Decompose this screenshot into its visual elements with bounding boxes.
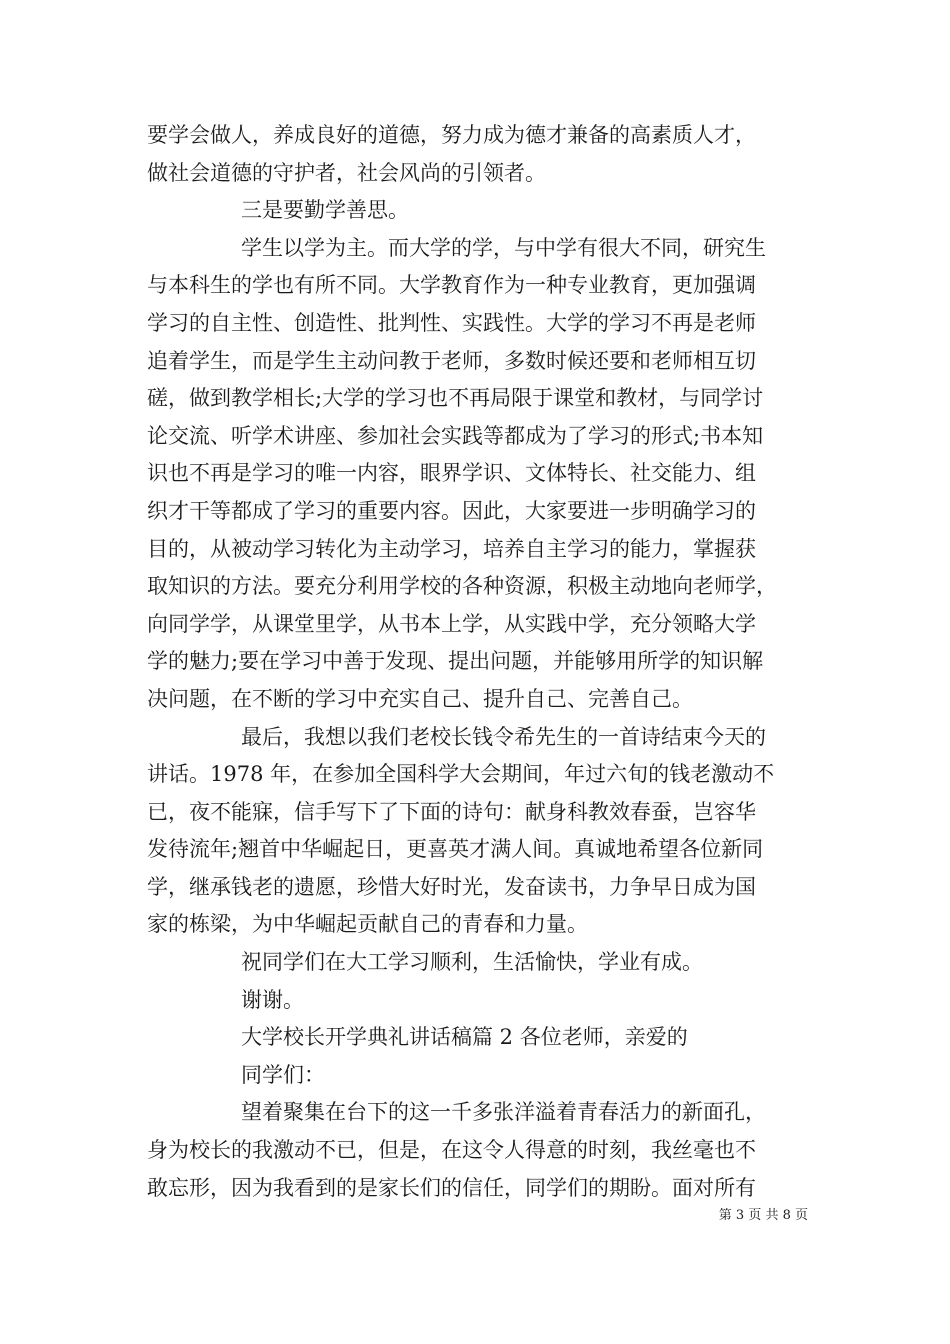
- text-line: 织才干等都成了学习的重要内容。因此，大家要进一步明确学习的: [147, 498, 756, 523]
- text-line: 识也不再是学习的唯一内容，眼界学识、文体特长、社交能力、组: [147, 461, 756, 486]
- text-line: 发待流年;翘首中华崛起日，更喜英才满人间。真诚地希望各位新同: [147, 837, 764, 862]
- text-line: 讲话。1978 年，在参加全国科学大会期间，年过六旬的钱老激动不: [147, 762, 775, 787]
- text-line: 已，夜不能寐，信手写下了下面的诗句：献身科教效春蚕，岂容华: [147, 799, 756, 824]
- text-line: 敢忘形，因为我看到的是家长们的信任，同学们的期盼。面对所有: [147, 1175, 756, 1200]
- text-line: 家的栋梁，为中华崛起贡献自己的青春和力量。: [147, 912, 588, 937]
- paragraph-start-line: 谢谢。: [241, 987, 304, 1012]
- text-line: 追着学生，而是学生主动问教于老师，多数时候还要和老师相互切: [147, 348, 756, 373]
- paragraph-start-line: 最后，我想以我们老校长钱令希先生的一首诗结束今天的: [241, 724, 766, 749]
- text-line: 学的魅力;要在学习中善于发现、提出问题，并能够用所学的知识解: [147, 649, 764, 674]
- text-line: 做社会道德的守护者，社会风尚的引领者。: [147, 160, 546, 185]
- text-line: 学，继承钱老的遗愿，珍惜大好时光，发奋读书，力争早日成为国: [147, 874, 756, 899]
- page-number: 第 3 页 共 8 页: [718, 1208, 808, 1223]
- paragraph-start-line: 三是要勤学善思。: [241, 198, 409, 223]
- text-line: 决问题，在不断的学习中充实自己、提升自己、完善自己。: [147, 686, 693, 711]
- paragraph-start-line: 大学校长开学典礼讲话稿篇 2 各位老师，亲爱的: [241, 1025, 688, 1050]
- text-line: 与本科生的学也有所不同。大学教育作为一种专业教育，更加强调: [147, 273, 756, 298]
- text-line: 目的，从被动学习转化为主动学习，培养自主学习的能力，掌握获: [147, 536, 756, 561]
- paragraph-start-line: 祝同学们在大工学习顺利，生活愉快，学业有成。: [241, 950, 703, 975]
- text-line: 要学会做人，养成良好的道德，努力成为德才兼备的高素质人才，: [147, 123, 756, 147]
- paragraph-start-line: 望着聚集在台下的这一千多张洋溢着青春活力的新面孔，: [241, 1100, 766, 1125]
- text-line: 身为校长的我激动不已，但是，在这令人得意的时刻，我丝毫也不: [147, 1138, 756, 1163]
- text-line: 论交流、听学术讲座、参加社会实践等都成为了学习的形式;书本知: [147, 423, 764, 448]
- text-line: 学习的自主性、创造性、批判性、实践性。大学的学习不再是老师: [147, 310, 756, 335]
- text-line: 取知识的方法。要充分利用学校的各种资源，积极主动地向老师学，: [147, 574, 777, 599]
- body-text: [147, 117, 807, 1207]
- text-line: 向同学学，从课堂里学，从书本上学，从实践中学，充分领略大学: [147, 611, 756, 636]
- paragraph-start-line: 同学们：: [241, 1062, 325, 1087]
- paragraph-start-line: 学生以学为主。而大学的学，与中学有很大不同，研究生: [241, 235, 766, 260]
- text-line: 磋，做到教学相长;大学的学习也不再局限于课堂和教材，与同学讨: [147, 386, 764, 411]
